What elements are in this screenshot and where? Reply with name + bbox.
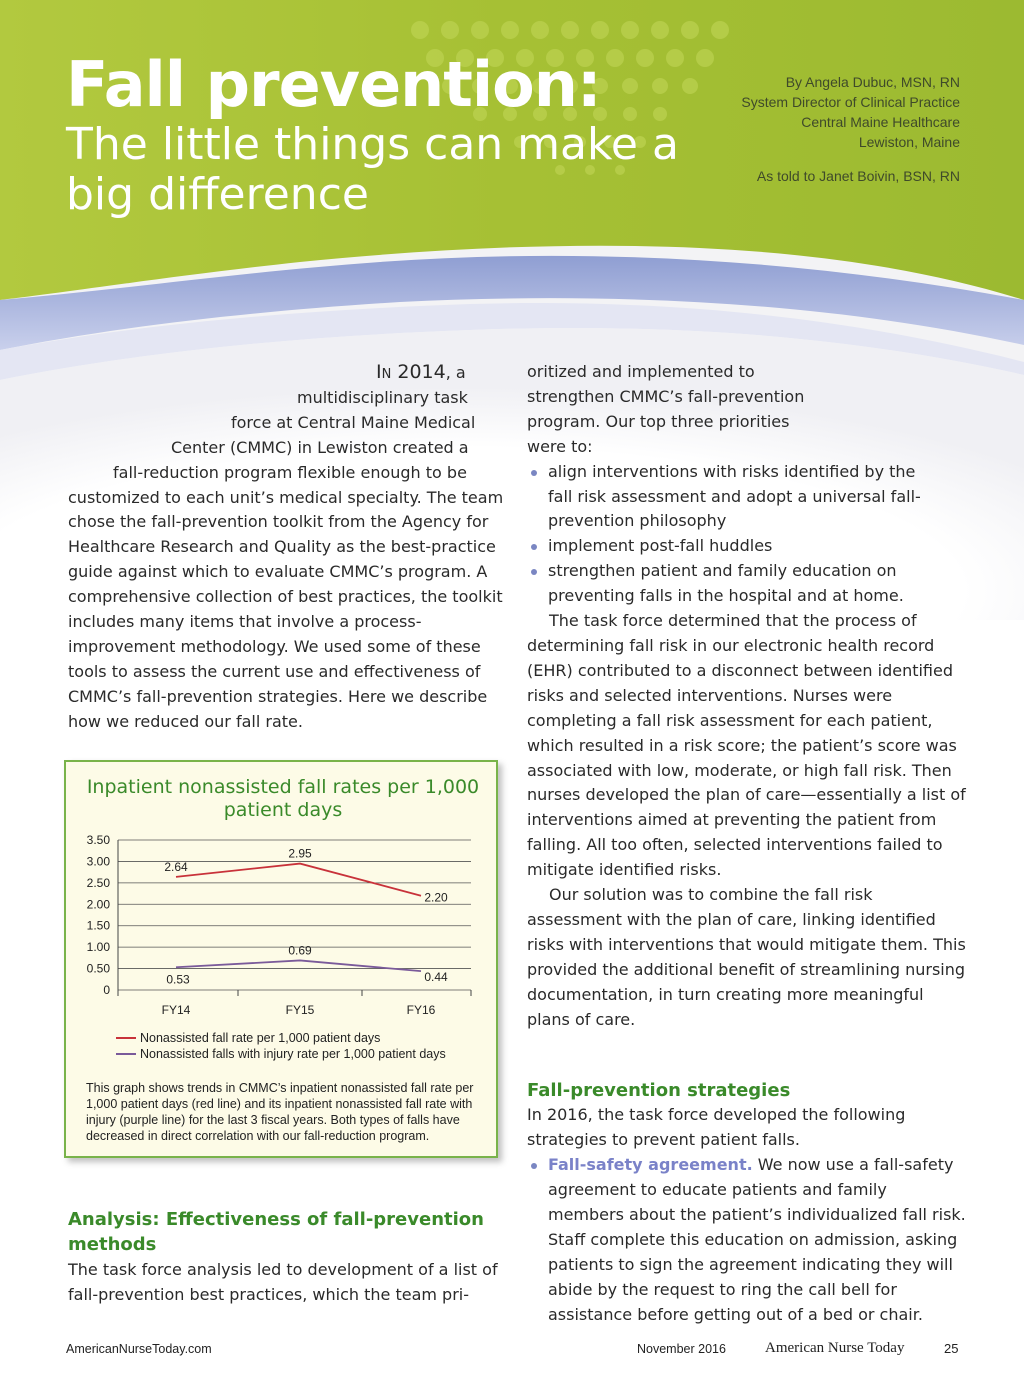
solution-paragraph: Our solution was to combine the fall risk assessment with the plan of care, linking identified risks with interventions that would mitigate them. This provided the additional benefit of streamlining nursing documentation, in turn creating more meaningful plans of care. [527,885,966,1029]
lead-in: In 2014 [376,361,446,383]
intro-line-2: multidisciplinary task [297,387,468,407]
column-right [527,360,967,1328]
data-label: 0.53 [166,972,190,987]
chart-legend [116,1030,446,1062]
legend-item-injury [116,1046,446,1062]
y-tick-label: 0 [103,983,110,997]
data-label: 0.69 [288,943,312,958]
footer-magazine: American Nurse Today [765,1340,905,1356]
column-left [68,360,508,735]
article-title: Fall prevention: [66,48,601,121]
intro-line-4: Center (CMMC) in Lewiston created a [171,437,469,457]
series-line-injury [176,960,421,971]
byline [741,72,960,186]
priority-bullet-2: implement post-fall huddles [527,534,967,559]
byline-author: By Angela Dubuc, MSN, RN [785,74,960,90]
strategy-bullet-1 [527,1153,967,1327]
fall-rate-chart [66,762,496,1022]
ehr-paragraph: The task force determined that the process of determining fall risk in our electronic health record (EHR) contributed to a disconnect between identified risks and selected interventions. Nurses were completing a fall risk assessment for each patient, which resulted in a risk score; the patient’s score was associated with low, moderate, or high fall risk. Then nurses developed the plan of care—essentially a list of interventions aimed at preventing the patient from falling. All too often, selected interventions failed to mitigate identified risks. [527,611,966,880]
data-label: 0.44 [424,970,448,985]
analysis-heading: Analysis: Effectiveness of fall-prevention methods [68,1209,484,1255]
x-tick-label: FY14 [161,1003,191,1017]
byline-told-to: As told to Janet Boivin, BSN, RN [756,168,960,184]
y-tick-label: 2.00 [86,897,110,912]
priority-bullet-3: strengthen patient and family education on preventing falls in the hospital and at home. [527,559,968,609]
legend-swatch-red [116,1037,136,1039]
byline-title: System Director of Clinical Practice [741,94,960,110]
y-tick-label: 3.50 [86,833,110,847]
data-label: 2.64 [164,859,188,874]
legend-swatch-purple [116,1053,136,1055]
intro-paragraph: customized to each unit’s medical specialty. The team chose the fall-prevention toolkit from the Agency for Healthcare Research and Quality as the best-practice guide against which to evaluate CMMC’s program. A comprehensive collection of best practices, the toolkit includes many items that involve a process-improvement methodology. We used some of these tools to assess the current use and effectiveness of CMMC’s fall-prevention strategies. Here we describe how we reduced our fall rate. [68,487,504,731]
footer-date: November 2016 [637,1342,726,1356]
analysis-body: The task force analysis led to development of a list of fall-prevention best practices, which the team pri- [68,1260,498,1304]
intro-line-1: , a [445,363,466,382]
article-subtitle: The little things can make a big difference [66,119,679,220]
strategies-heading: Fall-prevention strategies [527,1080,791,1102]
intro-line-3: force at Central Maine Medical [231,412,476,432]
data-label: 2.95 [288,846,312,861]
series-line-falls [176,864,421,896]
legend-label-injury: Nonassisted falls with injury rate per 1,000 patient days [140,1047,446,1061]
priority-bullet-1: align interventions with risks identified by the fall risk assessment and adopt a universal fall-prevention philosophy [527,460,943,535]
page-number: 25 [944,1341,959,1356]
strategies-intro: In 2016, the task force developed the following strategies to prevent patient falls. [527,1105,906,1150]
legend-item-falls [116,1030,446,1046]
legend-label-falls: Nonassisted fall rate per 1,000 patient days [140,1031,381,1045]
data-label: 2.20 [424,890,448,905]
y-tick-label: 3.00 [86,854,110,869]
byline-org: Central Maine Healthcare [801,114,960,130]
y-tick-label: 2.50 [86,875,110,890]
priorities-intro: oritized and implemented to strengthen CMMC’s fall-prevention program. Our top three priorities were to: [527,362,805,456]
y-tick-label: 1.00 [86,940,110,955]
chart-caption: This graph shows trends in CMMC’s inpatient nonassisted fall rate per 1,000 patient days (red line) and its inpatient nonassisted fall rate with injury (purple line) for the last 3 fiscal years. Both types of falls have decreased in direct correlation with our fall-reduction program. [86,1081,474,1143]
chart-title: Inpatient nonassisted fall rates per 1,000 patient days [86,776,480,821]
intro-line-5: fall-reduction program flexible enough to be [113,462,467,482]
y-tick-label: 0.50 [86,961,110,976]
x-tick-label: FY15 [285,1003,315,1017]
byline-location: Lewiston, Maine [858,134,960,150]
footer-site: AmericanNurseToday.com [66,1342,212,1356]
y-tick-label: 1.50 [86,918,110,933]
chart-box [64,760,498,1158]
strategy-text: We now use a fall-safety agreement to educate patients and family members about the patient’s individualized fall risk. Staff complete this education on admission, asking patients to sign the agreement indicating they will abide by the request to ring the call bell for assistance before getting out of a bed or chair. [548,1155,966,1324]
strategy-lead: Fall-safety agreement. [548,1155,753,1175]
x-tick-label: FY16 [406,1003,436,1017]
